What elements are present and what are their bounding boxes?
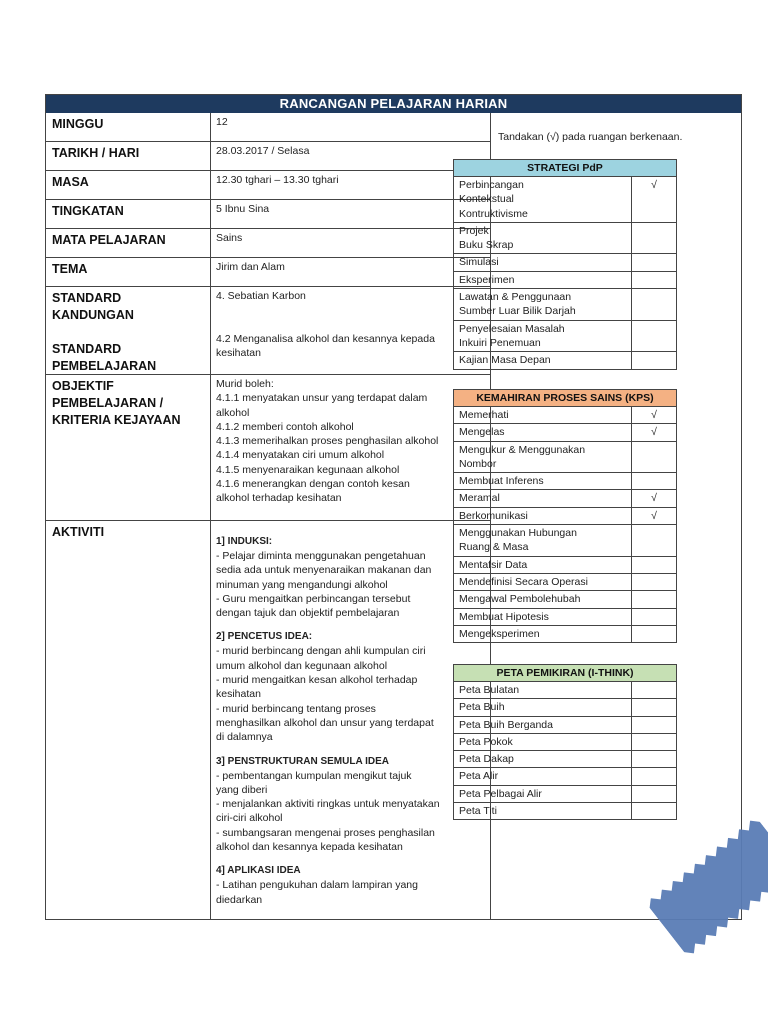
checkmark-cell[interactable]: [632, 271, 677, 288]
row-separator: [210, 258, 211, 286]
ithink-item-label: Peta Buih: [454, 699, 632, 716]
ithink-item-label: Peta Alir: [454, 768, 632, 785]
kps-row: [454, 424, 677, 441]
checkmark-cell[interactable]: [632, 699, 677, 716]
strategi-item-label: Lawatan & Penggunaan Sumber Luar Bilik Darjah: [454, 289, 632, 321]
activity-block: [216, 755, 484, 855]
row-value: 4. Sebatian Karbon 4.2 Menganalisa alkohol dan kesannya kepada kesihatan: [216, 290, 435, 360]
ithink-item-label: Peta Bulatan: [454, 682, 632, 699]
checkmark-cell[interactable]: [632, 682, 677, 699]
checkmark-cell[interactable]: [632, 591, 677, 608]
activity-line: - Guru mengaitkan perbincangan tersebut: [216, 592, 411, 605]
row-separator: [210, 113, 211, 141]
ithink-item-label: Peta Dakap: [454, 751, 632, 768]
strategi-item-label: Eksperimen: [454, 271, 632, 288]
row-label: TARIKH / HARI: [52, 146, 140, 160]
activity-line: - Latihan pengukuhan dalam lampiran yang: [216, 879, 418, 892]
ithink-row: [454, 699, 677, 716]
kps-item-label: Mengawal Pembolehubah: [454, 591, 632, 608]
kps-item-label: Mendefinisi Secara Operasi: [454, 573, 632, 590]
kps-row: [454, 525, 677, 557]
checkmark-cell[interactable]: [632, 785, 677, 802]
kps-title: KEMAHIRAN PROSES SAINS (KPS): [454, 390, 677, 407]
kps-item-label: Mentafsir Data: [454, 556, 632, 573]
row-label: TEMA: [52, 262, 88, 276]
info-row: [46, 521, 490, 919]
row-value: 5 Ibnu Sina: [216, 203, 270, 215]
row-separator: [210, 521, 211, 919]
kps-row: [454, 507, 677, 524]
checkmark-cell[interactable]: [632, 716, 677, 733]
row-label: TINGKATAN: [52, 204, 124, 218]
info-row: [46, 113, 490, 142]
checkmark-cell[interactable]: [632, 525, 677, 557]
strategi-row: [454, 289, 677, 321]
activity-line: - pembentangan kumpulan mengikut tajuk: [216, 769, 412, 782]
ithink-row: [454, 803, 677, 820]
strategi-item-label: Projek Buku Skrap: [454, 222, 632, 254]
kps-item-label: Membuat Inferens: [454, 473, 632, 490]
checkmark-cell[interactable]: [632, 556, 677, 573]
activity-line: - sumbangsaran mengenai proses penghasilan: [216, 826, 435, 839]
activity-block: [216, 864, 484, 907]
activity-line: - murid berbincang tentang proses: [216, 702, 376, 715]
checkmark-cell[interactable]: [632, 222, 677, 254]
row-label: OBJEKTIF PEMBELAJARAN / KRITERIA KEJAYAAN: [52, 379, 181, 427]
activity-line: - murid berbincang dengan ahli kumpulan ciri: [216, 645, 426, 658]
strategi-row: [454, 254, 677, 271]
ithink-item-label: Peta Buih Berganda: [454, 716, 632, 733]
kps-item-label: Meramal: [454, 490, 632, 507]
checkmark-cell[interactable]: √: [632, 407, 677, 424]
row-label: MATA PELAJARAN: [52, 233, 166, 247]
row-value: [216, 535, 484, 917]
kps-row: [454, 608, 677, 625]
row-separator: [210, 375, 211, 520]
checkmark-cell[interactable]: [632, 573, 677, 590]
info-row: [46, 258, 490, 287]
activity-line: dengan tajuk dan objektif pembelajaran: [216, 607, 400, 620]
activity-heading: 1] INDUKSI:: [216, 536, 273, 547]
row-value: Murid boleh: 4.1.1 menyatakan unsur yang terdapat dalam alkohol 4.1.2 memberi contoh alkohol 4.1.3 memerihalkan proses penghasilan alkohol 4.1.4 menyatakan ciri umum alkohol 4.1.5 menyenaraikan kegunaan alkohol 4.1.6 menerangkan dengan contoh kesan alkohol terhadap kesihatan: [216, 378, 439, 505]
info-row: [46, 287, 490, 375]
activity-heading: 2] PENCETUS IDEA:: [216, 631, 313, 643]
checkmark-cell[interactable]: [632, 625, 677, 642]
kps-item-label: Berkomunikasi: [454, 507, 632, 524]
row-value: 12.30 tghari – 13.30 tghari: [216, 174, 339, 186]
row-label: MINGGU: [52, 117, 104, 131]
instruction-text: Tandakan (√) pada ruangan berkenaan.: [498, 131, 683, 143]
activity-line: minuman yang mengandungi alkohol: [216, 578, 388, 591]
checkmark-cell[interactable]: [632, 289, 677, 321]
activity-line: ciri-ciri alkohol: [216, 812, 283, 825]
ithink-item-label: Peta Pelbagai Alir: [454, 785, 632, 802]
ithink-table: [453, 664, 677, 820]
checkmark-cell[interactable]: [632, 608, 677, 625]
ithink-item-label: Peta Titi: [454, 803, 632, 820]
page-title: RANCANGAN PELAJARAN HARIAN: [46, 95, 741, 113]
row-separator: [210, 200, 211, 228]
row-label: STANDARD KANDUNGAN STANDARD PEMBELAJARAN: [52, 291, 157, 373]
kps-item-label: Membuat Hipotesis: [454, 608, 632, 625]
ithink-row: [454, 733, 677, 750]
checkmark-cell[interactable]: √: [632, 177, 677, 223]
row-separator: [210, 287, 211, 374]
activity-line: di dalamnya: [216, 731, 273, 744]
row-separator: [210, 142, 211, 170]
info-row: [46, 142, 490, 171]
ithink-item-label: Peta Pokok: [454, 733, 632, 750]
kps-row: [454, 407, 677, 424]
checkmark-cell[interactable]: [632, 768, 677, 785]
checkmark-cell[interactable]: √: [632, 424, 677, 441]
kps-row: [454, 556, 677, 573]
kps-item-label: Memerhati: [454, 407, 632, 424]
kps-item-label: Mengukur & Menggunakan Nombor: [454, 441, 632, 473]
kps-row: [454, 441, 677, 473]
activity-line: - Pelajar diminta menggunakan pengetahuan: [216, 550, 426, 562]
info-row: [46, 375, 490, 521]
checkmark-cell[interactable]: [632, 733, 677, 750]
row-value: 28.03.2017 / Selasa: [216, 145, 310, 157]
strategi-row: [454, 222, 677, 254]
kps-item-label: Mengeksperimen: [454, 625, 632, 642]
strategi-item-label: Simulasi: [454, 254, 632, 271]
checkmark-cell[interactable]: [632, 320, 677, 352]
kps-row: [454, 573, 677, 590]
strategi-row: [454, 271, 677, 288]
ithink-row: [454, 785, 677, 802]
row-separator: [210, 171, 211, 199]
row-value: Sains: [216, 232, 243, 244]
ithink-title: PETA PEMIKIRAN (I-THINK): [454, 665, 677, 682]
ithink-row: [454, 682, 677, 699]
row-separator: [210, 229, 211, 257]
info-row: [46, 171, 490, 200]
info-row: [46, 200, 490, 229]
checkmark-cell[interactable]: √: [632, 490, 677, 507]
activity-line: - murid mengaitkan kesan alkohol terhadap: [216, 674, 418, 687]
activity-line: sedia ada untuk menyenaraikan makanan dan: [216, 564, 432, 577]
info-row: [46, 229, 490, 258]
checkmark-cell[interactable]: [632, 254, 677, 271]
row-label: MASA: [52, 175, 89, 189]
activity-line: menghasilkan alkohol dan unsur yang terdapat: [216, 716, 434, 729]
checkmark-cell[interactable]: [632, 441, 677, 473]
checkmark-cell[interactable]: [632, 352, 677, 369]
kps-row: [454, 591, 677, 608]
kps-row: [454, 625, 677, 642]
row-value: 12: [216, 116, 228, 128]
kps-row: [454, 490, 677, 507]
activity-block: [216, 630, 484, 744]
activity-line: umum alkohol dan kegunaan alkohol: [216, 659, 388, 672]
strategi-row: [454, 352, 677, 369]
kps-item-label: Menggunakan Hubungan Ruang & Masa: [454, 525, 632, 557]
strategi-item-label: Penyelesaian Masalah Inkuiri Penemuan: [454, 320, 632, 352]
ithink-row: [454, 751, 677, 768]
activity-heading: 4] APLIKASI IDEA: [216, 865, 301, 877]
strategi-table: [453, 159, 677, 370]
activity-heading: 3] PENSTRUKTURAN SEMULA IDEA: [216, 755, 389, 767]
activity-line: - menjalankan aktiviti ringkas untuk menyatakan: [216, 798, 440, 811]
checkmark-cell[interactable]: [632, 473, 677, 490]
activity-line: diedarkan: [216, 893, 263, 906]
activity-line: alkohol dan kesannya kepada kesihatan: [216, 841, 403, 854]
kps-item-label: Mengelas: [454, 424, 632, 441]
ithink-row: [454, 716, 677, 733]
checkmark-cell[interactable]: [632, 803, 677, 820]
strategi-row: [454, 177, 677, 223]
strategi-item-label: Perbincangan Kontekstual Kontruktivisme: [454, 177, 632, 223]
activity-block: [216, 535, 484, 620]
activity-line: yang diberi: [216, 783, 268, 796]
activity-line: kesihatan: [216, 688, 261, 701]
checkmark-cell[interactable]: [632, 751, 677, 768]
kps-row: [454, 473, 677, 490]
ithink-row: [454, 768, 677, 785]
strategi-title: STRATEGI PdP: [454, 160, 677, 177]
row-value: Jirim dan Alam: [216, 261, 285, 273]
kps-table: [453, 389, 677, 643]
row-label: AKTIVITI: [52, 525, 105, 539]
strategi-item-label: Kajian Masa Depan: [454, 352, 632, 369]
checkmark-cell[interactable]: √: [632, 507, 677, 524]
strategi-row: [454, 320, 677, 352]
